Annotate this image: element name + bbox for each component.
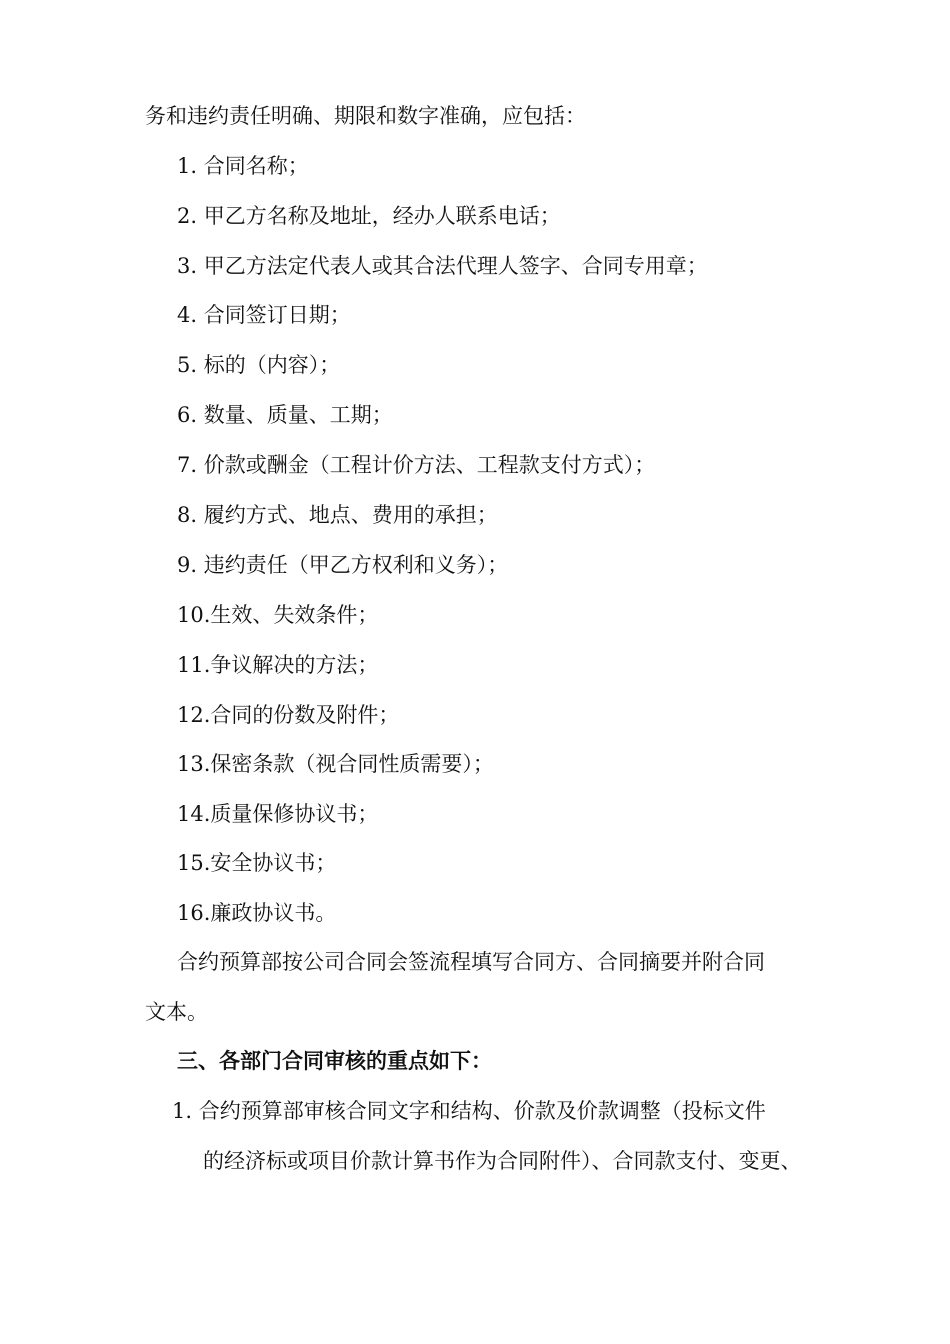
list-item: 6. 数量、质量、工期； — [177, 403, 393, 427]
paragraph-line: 合约预算部按公司合同会签流程填写合同方、合同摘要并附合同 — [177, 950, 765, 974]
review-item-line: 1. 合约预算部审核合同文字和结构、价款及价款调整（投标文件 — [172, 1099, 766, 1123]
list-item: 3. 甲乙方法定代表人或其合法代理人签字、合同专用章； — [177, 254, 708, 278]
intro-line: 务和违约责任明确、期限和数字准确，应包括： — [145, 104, 586, 128]
list-item: 16.廉政协议书。 — [177, 901, 337, 925]
list-item: 13.保密条款（视合同性质需要）； — [177, 752, 494, 776]
list-item: 8. 履约方式、地点、费用的承担； — [177, 503, 498, 527]
list-item: 9. 违约责任（甲乙方权利和义务）； — [177, 553, 509, 577]
review-item-line: 的经济标或项目价款计算书作为合同附件）、合同款支付、变更、 — [203, 1149, 802, 1173]
list-item: 14.质量保修协议书； — [177, 802, 379, 826]
list-item: 12.合同的份数及附件； — [177, 703, 400, 727]
list-item: 11.争议解决的方法； — [177, 653, 379, 677]
list-item: 7. 价款或酬金（工程计价方法、工程款支付方式）； — [177, 453, 656, 477]
section-heading: 三、各部门合同审核的重点如下： — [177, 1049, 492, 1073]
list-item: 1. 合同名称； — [177, 154, 309, 178]
list-item: 15.安全协议书； — [177, 851, 337, 875]
paragraph-line: 文本。 — [145, 1000, 208, 1024]
list-item: 5. 标的（内容）； — [177, 353, 341, 377]
list-item: 4. 合同签订日期； — [177, 303, 351, 327]
list-item: 2. 甲乙方名称及地址，经办人联系电话； — [177, 204, 561, 228]
list-item: 10.生效、失效条件； — [177, 603, 379, 627]
